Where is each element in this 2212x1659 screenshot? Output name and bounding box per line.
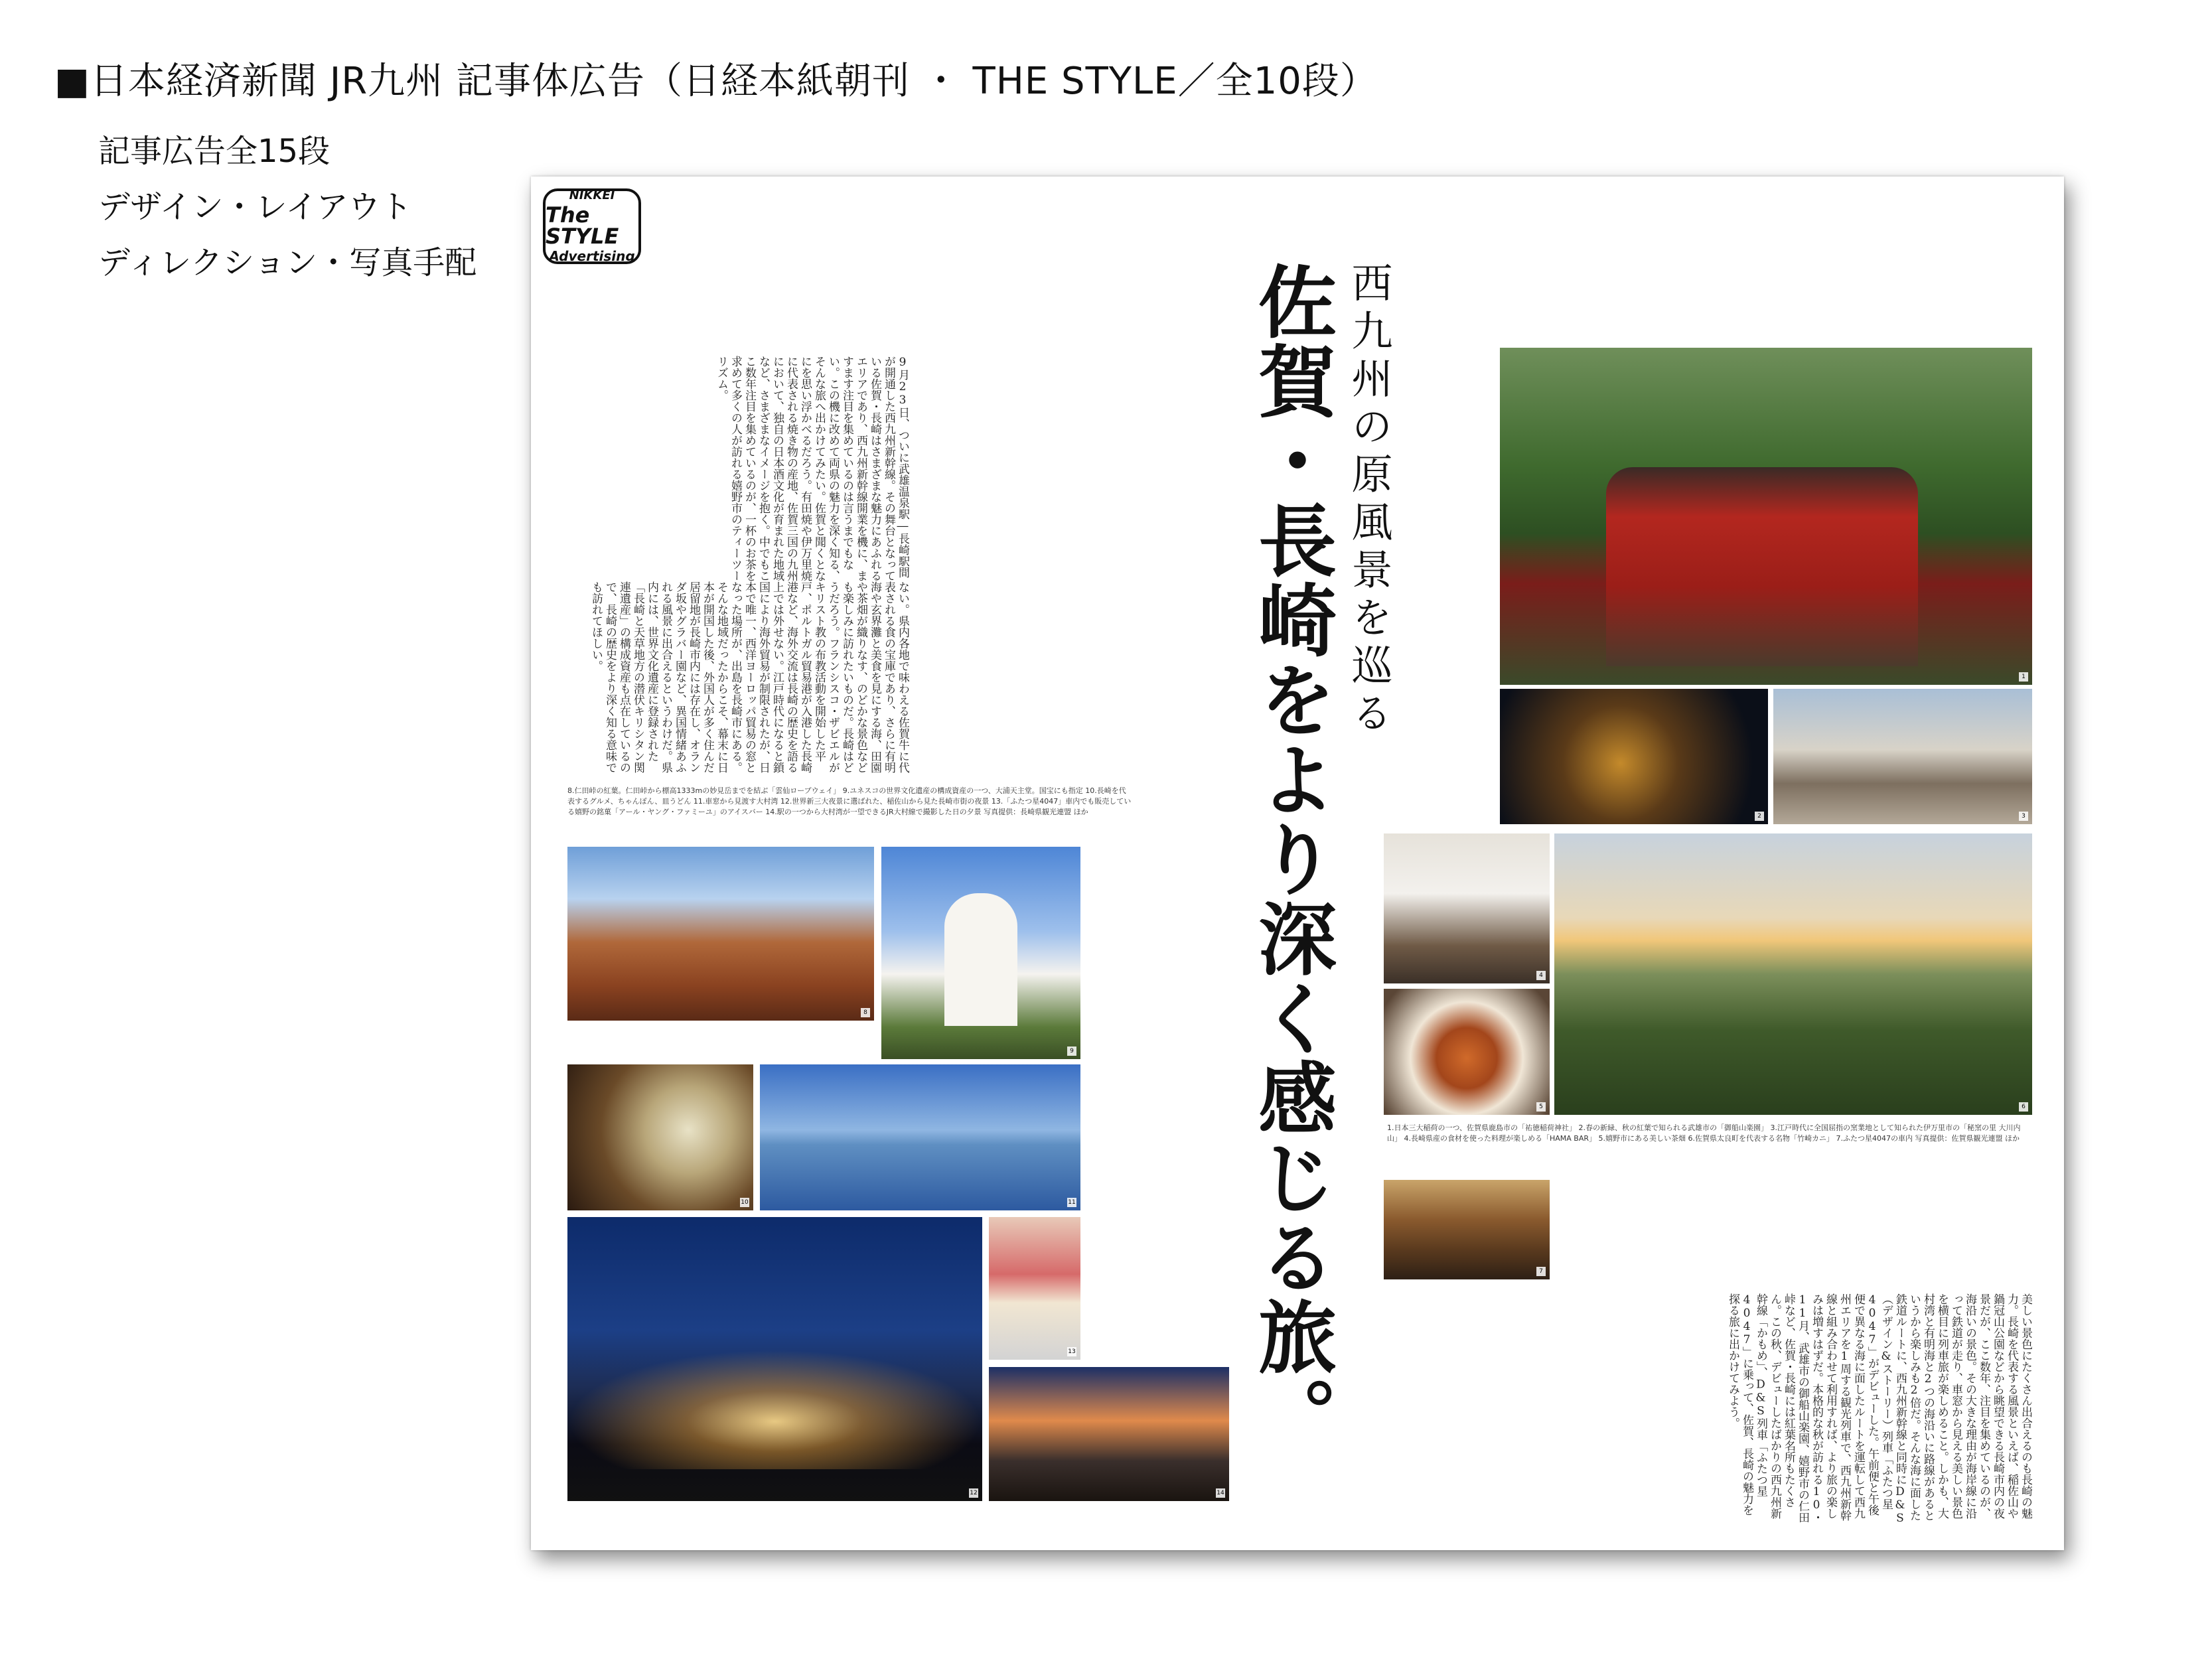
photo-number: 7 <box>1536 1267 1546 1276</box>
photo-number: 9 <box>1067 1046 1076 1056</box>
photo-number: 6 <box>2019 1102 2028 1112</box>
photo-bar-interior <box>1384 833 1550 983</box>
photo-church <box>881 847 1080 1059</box>
city-lights <box>567 1350 982 1469</box>
photo-autumn-garden <box>1500 689 1768 824</box>
photo-number: 11 <box>1068 1199 1076 1206</box>
credits-list <box>98 123 477 291</box>
article-body-right: 美しい景色にたくさん出合えるのも長崎の魅力。長崎を代表する風景といえば、稲佐山や鍋冠山公園などから眺望できる長崎市内の夜景だが、ここ数年、注目を集めているのが、海沿いの景色。その大きな理由が海岸線に沿って鉄道が走り、車窓から見える美しい景色を横目に列車旅が楽しめること。しかも、大村湾と有明海と2つの海沿いに路線があるというから楽しみも2倍だ。そんな海に面した鉄道ルートに、西九州新幹線と同時にD&S（デザイン&ストーリー）列車「ふたつ星4047」がデビューした。午前便と午後便で異なる海に面したルートを運転して西九州エリアを1周する観光列車で、西九州新幹線と組み合わせて利用すれば、より旅の楽しみは増すはずだ。本格的な秋が訪れる10・11月、武雄市の御船山楽園、嬉野市の仁田峠など、佐賀・長崎には紅葉名所もたくさん。この秋、デビューしたばかりの西九州新幹線「かもめ」、D&S列車「ふたつ星4047」に乗って、佐賀、長崎の魅力を探る旅に出かけてみよう。 <box>1726 1293 2032 1525</box>
photo-caption-left: 8.仁田峠の紅葉。仁田峠から標高1333mの妙見岳までを結ぶ「雲仙ロープウェイ」 9.ユネスコの世界文化遺産の構成資産の一つ、大浦天主堂。国宝にも指定 10.長崎を代表するグルメ、ちゃんぽん、皿うどん 11.車窓から見渡す大村湾 12.世界新三大夜景に選ばれた、稲佐山から見た長崎市街の夜景 13.「ふたつ星4047」車内でも販売している嬉野の銘菓「アール・ヤング・ファミーユ」のアイスバー 14.駅の一つから大村湾が一望できるJR大村線で撮影した日の夕景 写真提供：長崎県観光連盟 ほか <box>567 786 1132 816</box>
nikkei-style-badge: NIKKEI The STYLE Advertising <box>543 188 641 264</box>
photo-tea-fields <box>1554 833 2032 1115</box>
credit-item: 記事広告全15段 <box>98 133 331 170</box>
photo-mountain-ropeway <box>567 847 874 1021</box>
photo-shrine <box>1500 348 2032 685</box>
photo-station-sunset <box>989 1367 1229 1501</box>
church-shape <box>944 893 1017 1026</box>
photo-omura-bay <box>760 1064 1080 1210</box>
photo-night-view <box>567 1217 982 1501</box>
photo-sweets <box>989 1217 1080 1360</box>
photo-number: 1 <box>2019 672 2028 682</box>
shrine-shape <box>1606 467 1918 666</box>
credit-item: デザイン・レイアウト <box>98 188 412 226</box>
credit-item: ディレクション・写真手配 <box>98 244 477 281</box>
article-body-left-top: 9月23日、ついに武雄温泉駅―長崎駅間が開通した西九州新幹線。その舞台となっている佐賀・長崎はさまざまな魅力にあふれるエリアであり、西九州新幹線開業を機に、ますます注目を集めているのは言うまでもない。この機に改めて両県の魅力を深く知る、そんな旅へ出かけてみたい。佐賀と聞くとなにを思い浮かべるだろう。有田焼や伊万里焼に代表される焼き物の産地、佐賀三国の九州において、独自の日本酒文化が育まれた地域など、さまざまなイメージを抱く。中でもここ数年注目を集めているのが、一杯のお茶を求めて多くの人が訪れる嬉野市のティーツーリズム。 <box>715 356 909 581</box>
newspaper-page <box>531 177 2064 1550</box>
photo-pottery-village <box>1773 689 2032 824</box>
photo-number: 10 <box>741 1199 749 1206</box>
photo-caption-right: 1.日本三大稲荷の一つ、佐賀県鹿島市の「祐徳稲荷神社」 2.春の新緑、秋の紅葉で知られる武雄市の「御船山楽園」 3.江戸時代に全国屈指の窯業地として知られた伊万里市の「秘窯の里 大川内山」 4.長崎県産の食材を使った料理が楽しめる「HAMA BAR」 5.嬉野市にある美しい茶畑 6.佐賀県太良町を代表する名物「竹崎カニ」 7.ふたつ星4047の車内 写真提供：佐賀県観光連盟 ほか <box>1387 1123 2021 1143</box>
photo-number: 12 <box>970 1490 978 1496</box>
photo-number: 3 <box>2019 812 2028 821</box>
photo-number: 5 <box>1536 1102 1546 1112</box>
article-body-left-bottom: ない。県内各地で味わえる佐賀牛に代表される食の宝庫であり、さらに有明海や玄界灘と美食を見にする海、田園や茶畑が織りなす、のどかな景色なども楽しみに訪れたいものだ。長崎はどうだろう。フランシスコ・ザビエルがキリスト教の布教活動を開始した平戸、ポルトガル貿易港が入港した長崎港など、海外交流は長崎の歴史を語る上では外せない。江戸時代になると鎖国により海外貿易が制限されたが、日本で唯一、西洋ヨーロッパ貿易の窓となった場所が、出島を長崎市にある。そんな地域だったからこそ、幕末に日本が開国した後、外国人が多く住んだ居留地が長崎市内には存在し、オランダ坂やグラバー園など、異国情緒あふれる風景に出合えるというわけだ。県内には、世界文化遺産に登録された「長崎と天草地方の潜伏キリシタン関連遺産」の構成資産も点在しているので、長崎の歴史をより深く知る意味でも訪れてほしい。 <box>589 581 909 773</box>
ad-title: 佐賀・長崎をより深く感じる旅。 <box>1245 261 1337 1456</box>
photo-number: 2 <box>1755 812 1764 821</box>
photo-crab-dish <box>1384 989 1550 1115</box>
photo-champon <box>567 1064 753 1210</box>
photo-train-interior <box>1384 1180 1550 1279</box>
photo-number: 14 <box>1217 1490 1224 1496</box>
ad-subtitle: 西九州の原風景を巡る <box>1345 261 1393 739</box>
photo-number: 8 <box>861 1008 870 1017</box>
photo-number: 4 <box>1536 971 1546 980</box>
photo-number: 13 <box>1068 1348 1076 1355</box>
page-heading: ■日本経済新聞 JR九州 記事体広告（日経本紙朝刊 ・ THE STYLE／全10段） <box>54 60 1378 103</box>
